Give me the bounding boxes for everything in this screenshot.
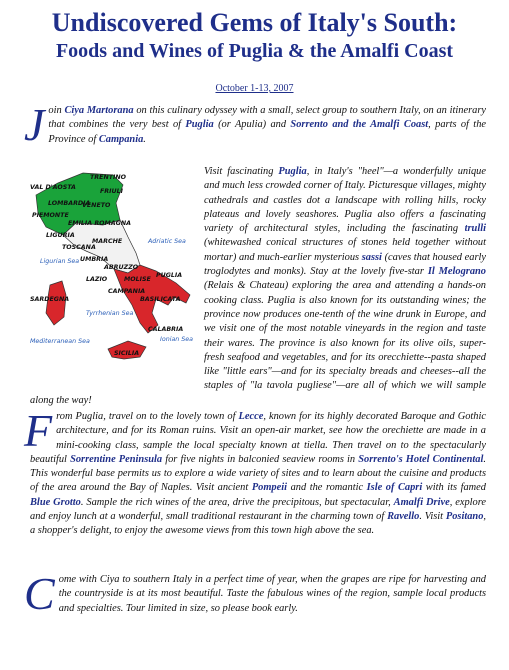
region-label: CAMPANIA (108, 288, 146, 295)
region-label: SARDEGNA (30, 296, 70, 303)
host-name: Ciya Martorana (64, 105, 134, 116)
puglia-paragraph: VAL D'AOSTA TRENTINO LOMBARDIA FRIULI VENETO PIEMONTE EMILIA ROMAGNA LIGURIA TOSCANA MARCHE UMBRIA ABRUZZO LAZIO MOLISE PUGLIA CAMPANIA BASILICATA SARDEGNA CALABRIA SICILIA Ligurian Sea Adriatic Sea Tyrrhenian Sea Ionian Sea Mediterranean Sea Visit fascinating Puglia, in Italy's "heel"—a wonderfully unique and much less crowded corner of Italy. Picturesque villages, mighty cathedrals and castles dot a landscape with rolling hills, rocky plateaus and lovely seashores. Puglia also offers a fascinating variety of architectural styles, including the fascinating trulli (whitewashed conical structures of stones held together without mortar) and much-earlier mysterious sassi (caves that housed early troglodytes and monks). Stay at the lovely five-star Il Melograno (Relais & Chateau) exploring the area and attending a hands-on cooking class. Puglia is also known for its outstanding wines; the province now produces one-tenth of the wine drunk in Europe, and we visit one of the most notable vineyards in the region and taste their wares. The province is also known for its olive oils, super-fresh seafood and vegetables, and for its orecchiette--pasta shaped like "little ears"—and for its specialty breads and cheeses--all the staples of "la tavola pugliese"—are all of which we will sample along the way! (30, 166, 486, 406)
region-label: TOSCANA (62, 244, 96, 251)
page-subtitle: Foods and Wines of Puglia & the Amalfi Coast (55, 40, 454, 62)
region-label: SICILIA (114, 350, 140, 357)
sea-label: Ionian Sea (160, 336, 194, 343)
region-label: PIEMONTE (32, 212, 69, 219)
region-label: FRIULI (100, 188, 123, 195)
region-label: LAZIO (86, 276, 108, 283)
drop-cap: J (24, 99, 45, 150)
sea-label: Ligurian Sea (40, 258, 80, 265)
region-label: CALABRIA (148, 326, 184, 333)
drop-cap: F (24, 405, 53, 456)
sardinia-shape (46, 281, 66, 325)
sea-label: Tyrrhenian Sea (86, 310, 134, 317)
region-label: LOMBARDIA (48, 200, 91, 207)
region-label: PUGLIA (156, 272, 183, 279)
closing-paragraph: Come with Ciya to southern Italy in a perfect time of year, when the grapes are ripe for harvesting and the countryside is at its most beautiful. Taste the fabulous wines of the region, sample local products and specialties. Tour limited in size, so please book early. (24, 568, 486, 619)
italy-map-svg (28, 165, 198, 393)
lecce-sorrento-paragraph: From Puglia, travel on to the lovely town of Lecce, known for its highly decorated Baroque and Gothic architecture, and for its Roman ruins. Visit an open-air market, see how the orechiette are made in a mini-cooking class, sample the local specialty known at tiella. Then travel on to the spectacularly beautiful Sorrentine Peninsula for five nights in balconied seaview rooms in Sorrento's Hotel Continental. This wonderful base permits us to explore a wide variety of sites and to learn about the cuisine and products of the area around the Bay of Naples. Visit ancient Pompeii and the romantic Isle of Capri with its famed Blue Grotto. Sample the rich wines of the area, drive the precipitous, but spectacular, Amalfi Drive, explore and enjoy lunch at a wonderful, small traditional restaurant in the charming town of Ravello. Visit Positano, a shopper's delight, to enjoy the awesome views from this town high above the sea. (24, 405, 487, 537)
drop-cap: C (24, 568, 55, 619)
region-label: UMBRIA (80, 256, 109, 263)
region-label: BASILICATA (140, 296, 181, 303)
region-label: MARCHE (92, 238, 123, 245)
page-title: Undiscovered Gems of Italy's South: (51, 8, 458, 37)
sea-label: Mediterranean Sea (30, 338, 90, 345)
italy-map (28, 165, 198, 393)
region-label: EMILIA ROMAGNA (68, 220, 131, 227)
sea-label: Adriatic Sea (148, 238, 186, 245)
region-label: TRENTINO (90, 174, 126, 181)
region-label: VAL D'AOSTA (30, 184, 76, 191)
region-label: VENETO (82, 202, 111, 209)
region-label: LIGURIA (46, 232, 75, 239)
intro-paragraph: Join Ciya Martorana on this culinary odyssey with a small, select group to southern Italy, on an itinerary that combines the very best of Puglia (or Apulia) and Sorrento and the Amalfi Coast, parts of the Province of Campania. (24, 99, 486, 150)
region-label: MOLISE (124, 276, 151, 283)
region-label: ABRUZZO (104, 264, 139, 271)
tour-dates: October 1-13, 2007 (215, 83, 294, 94)
